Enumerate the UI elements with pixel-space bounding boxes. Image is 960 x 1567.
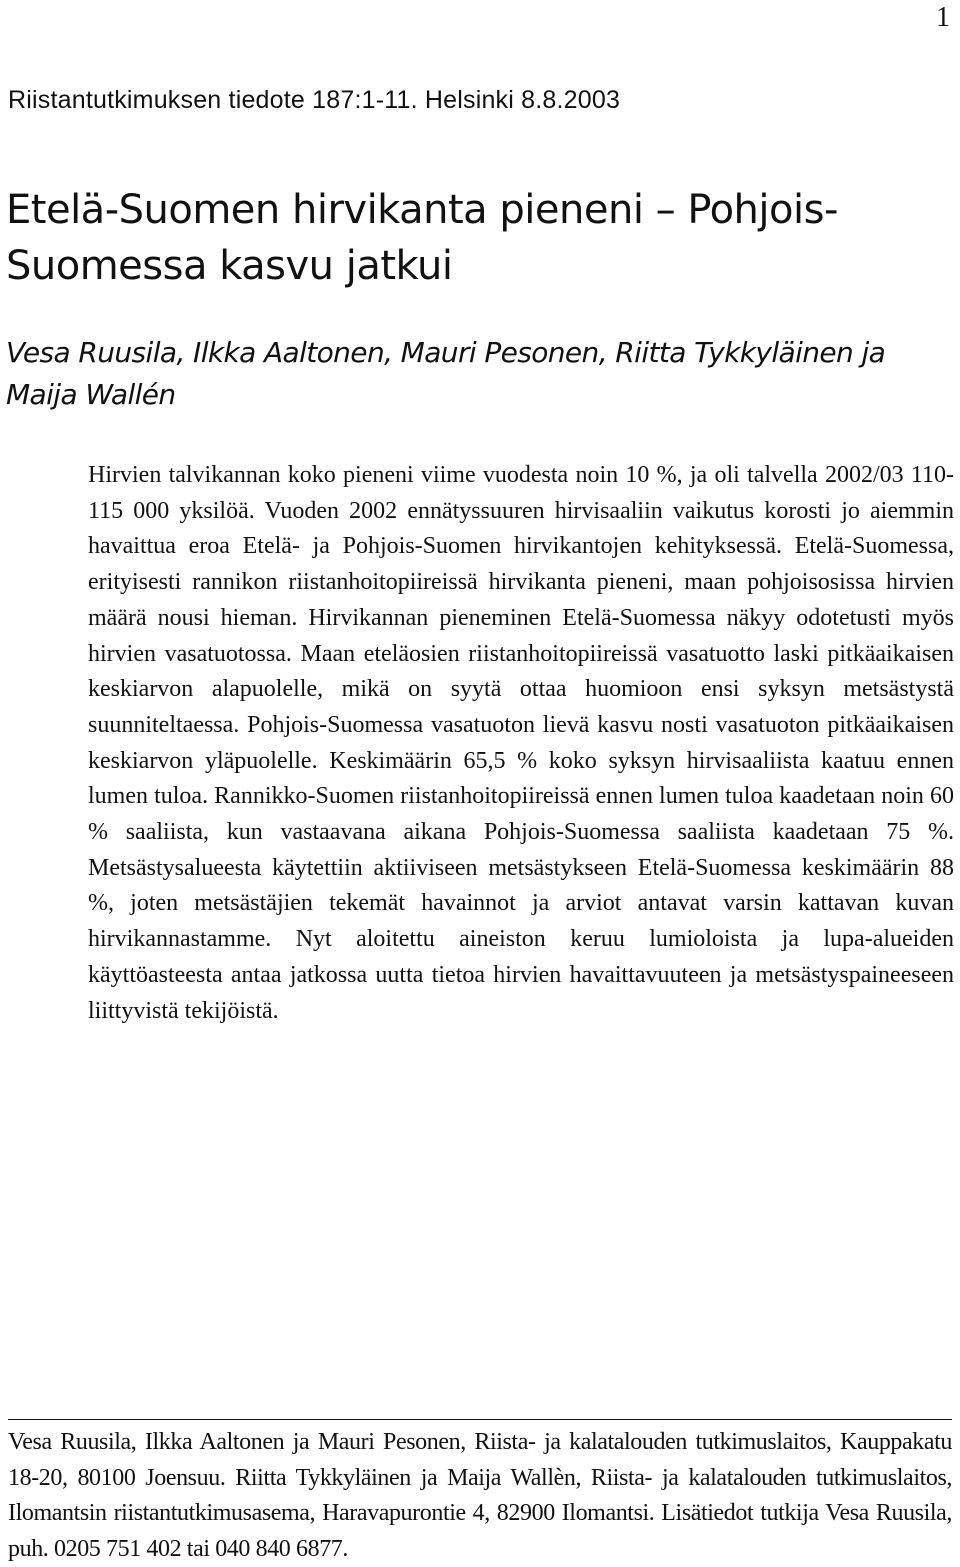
page-number: 1 [936, 2, 950, 33]
author-affiliations-footnote: Vesa Ruusila, Ilkka Aaltonen ja Mauri Pesonen, Riista- ja kalatalouden tutkimuslaitos, Kauppakatu 18-20, 80100 Joensuu. Riitta Tykkyläinen ja Maija Wallèn, Riista- ja kalatalouden tutkimuslaitos, Ilomantsin riistantutkimusasema, Haravapurontie 4, 82900 Ilomantsi. Lisätiedot tutkija Vesa Ruusila, puh. 0205 751 402 tai 040 840 6877. [8, 1429, 952, 1562]
article-authors: Vesa Ruusila, Ilkka Aaltonen, Mauri Pesonen, Riitta Tykkyläinen ja Maija Wallén [6, 336, 886, 411]
footnote-divider [8, 1419, 952, 1420]
article-title: Etelä-Suomen hirvikanta pieneni – Pohjois-Suomessa kasvu jatkui [6, 187, 838, 289]
article-abstract: Hirvien talvikannan koko pieneni viime vuodesta noin 10 %, ja oli talvella 2002/03 110-115 000 yksilöä. Vuoden 2002 ennätyssuuren hirvisaaliin vaikutus korosti jo aiemmin havaittua eroa Etelä- ja Pohjois-Suomen hirvikantojen kehityksessä. Etelä-Suomessa, erityisesti rannikon riistanhoitopiireissä hirvikanta pieneni, maan pohjoisosissa hirvien määrä nousi hieman. Hirvikannan pieneminen Etelä-Suomessa näkyy odotetusti myös hirvien vasatuotossa. Maan eteläosien riistanhoitopiireissä vasatuotto laski pitkäaikaisen keskiarvon alapuolelle, mikä on syytä ottaa huomioon ensi syksyn metsästystä suunniteltaessa. Pohjois-Suomessa vasatuoton lievä kasvu nosti vasatuoton pitkäaikaisen keskiarvon yläpuolelle. Keskimäärin 65,5 % koko syksyn hirvisaaliista kaatuu ennen lumen tuloa. Rannikko-Suomen riistanhoitopiireissä ennen lumen tuloa kaadetaan noin 60 % saaliista, kun vastaavana aikana Pohjois-Suomessa saaliista kaadetaan 75 %. Metsästysalueesta käytettiin aktiiviseen metsästykseen Etelä-Suomessa keskimäärin 88 %, joten metsästäjien tekemät havainnot ja arviot antavat varsin kattavan kuvan hirvikannastamme. Nyt aloitettu aineiston keruu lumioloista ja lupa-alueiden käyttöasteesta antaa jatkossa uutta tietoa hirvien havaittavuuteen ja metsästyspaineeseen liittyvistä tekijöistä. [88, 462, 954, 1024]
bulletin-header: Riistantutkimuksen tiedote 187:1-11. Helsinki 8.8.2003 [8, 86, 621, 114]
